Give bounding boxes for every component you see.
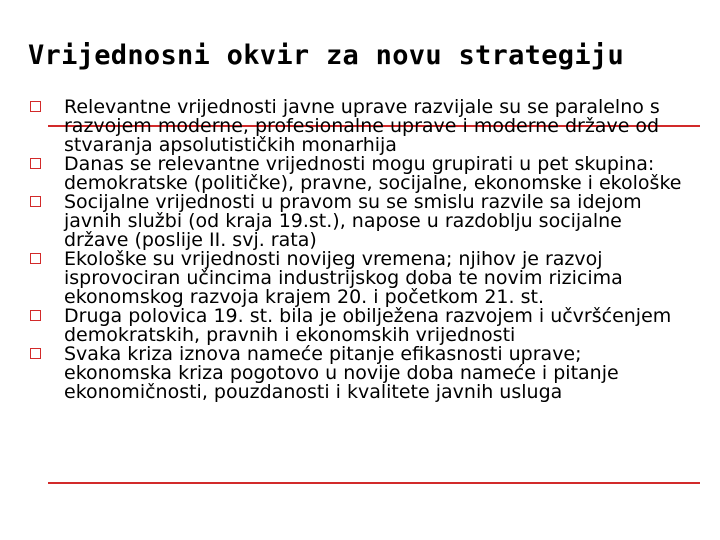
bullet-text: Danas se relevantne vrijednosti mogu grupirati u pet skupina: demokratske (političke), pravne, socijalne, ekonomske i ekološke [64,153,682,194]
bullet-item [30,193,690,250]
slide-title: Vrijednosni okvir za novu strategiju [28,40,624,71]
bullet-text: Ekološke su vrijednosti novijeg vremena; njihov je razvoj isprovociran učincima industrijskog doba te novim rizicima ekonomskog razvoja krajem 20. i početkom 21. st. [64,248,623,308]
bullet-item [30,345,690,402]
bullet-text: Socijalne vrijednosti u pravom su se smislu razvile sa idejom javnih službi (od kraja 19.st.), napose u razdoblju socijalne države (poslije II. svj. rata) [64,191,642,251]
bullet-item [30,155,690,193]
bullet-text: Svaka kriza iznova nameće pitanje efikasnosti uprave; ekonomska kriza pogotovo u novije doba nameće i pitanje ekonomičnosti, pouzdanosti i kvalitete javnih usluga [64,343,619,403]
bullet-item [30,307,690,345]
hollow-square-icon [30,101,41,112]
bullet-list [30,98,690,402]
bullet-text: Relevantne vrijednosti javne uprave razvijale su se paralelno s razvojem moderne, profesionalne uprave i moderne države od stvaranja apsolutističkih monarhija [64,96,660,156]
bullet-item [30,250,690,307]
bullet-item [30,98,690,155]
hollow-square-icon [30,158,41,169]
hollow-square-icon [30,253,41,264]
hollow-square-icon [30,348,41,359]
bullet-text: Druga polovica 19. st. bila je obilježena razvojem i učvršćenjem demokratskih, pravnih i ekonomskih vrijednosti [64,305,672,346]
hollow-square-icon [30,310,41,321]
hollow-square-icon [30,196,41,207]
bottom-accent-rule [48,482,700,484]
